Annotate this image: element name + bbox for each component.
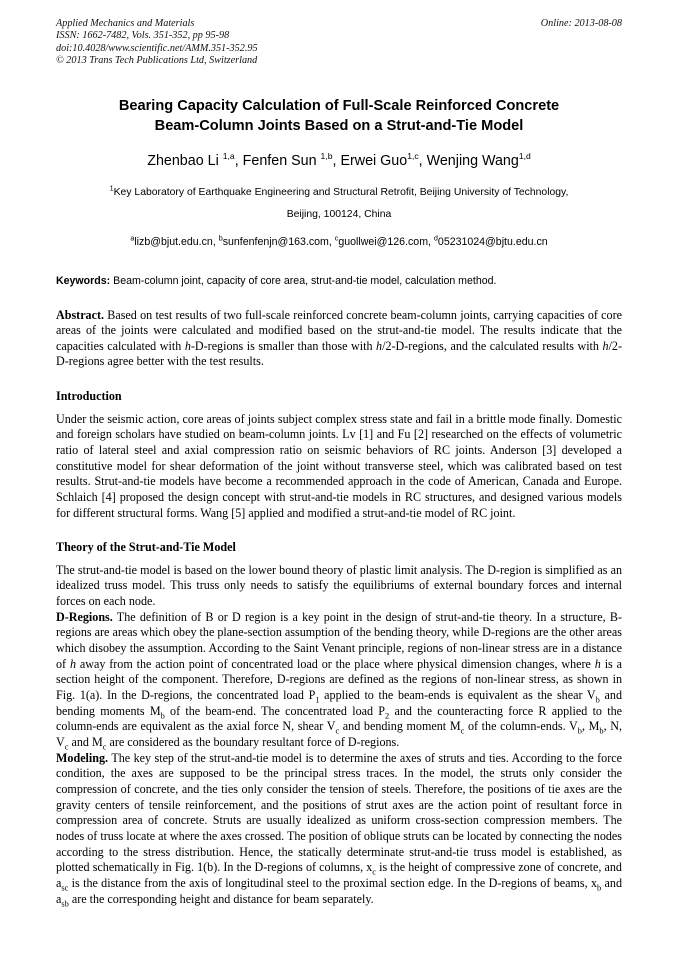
- d-regions-t10: , M: [581, 719, 600, 734]
- email-marker: c: [334, 233, 339, 243]
- email-marker: b: [218, 233, 223, 243]
- author-separator: ,: [234, 152, 243, 169]
- email-marker: d: [433, 233, 438, 243]
- keywords-value: Beam-column joint, capacity of core area, strut-and-tie model, calculation method.: [113, 274, 497, 287]
- d-regions-sub-9: c: [64, 742, 69, 752]
- d-regions-sub-6: c: [460, 726, 465, 736]
- modeling-label: Modeling.: [56, 750, 109, 765]
- heading-introduction: Introduction: [56, 389, 122, 403]
- email-separator: ,: [212, 235, 219, 248]
- modeling-sub-3: b: [597, 883, 602, 893]
- abstract-part-1: Based on test results of two full-scale reinforced concrete beam-column joints, carrying capacities of core areas of the joints were calculated and modified based on the strut-and-tie model. The results indicate that the capacities calculated with: [56, 307, 622, 353]
- author-affiliation-marker: 1,c: [407, 150, 419, 161]
- author-name: Erwei Guo: [340, 152, 408, 169]
- author-affiliation-marker: 1,b: [320, 150, 333, 161]
- page-title: [56, 96, 622, 136]
- affiliation-text: Key Laboratory of Earthquake Engineering and Structural Retrofit, Beijing University of Technology,: [113, 186, 569, 198]
- d-regions-t5: and bending moments M: [56, 688, 622, 718]
- d-regions-t1: The definition of B or D region is a key point in the design of strut-and-tie theory. In a structure, B-regions are areas which obey the plane-section assumption of the bending theory, while D-regions are the other areas which disobey the assumption. According to the Saint Venant principle, regions of non-linear stress are in a distance of: [56, 609, 622, 671]
- paragraph-modeling: [56, 751, 622, 908]
- modeling-t3: is the distance from the axis of longitudinal steel to the proximal section edge. In the D-regions of beams, x: [68, 875, 598, 890]
- journal-header: [56, 18, 622, 68]
- affiliation-line-2: Beijing, 100124, China: [286, 208, 392, 220]
- modeling-t5: are the corresponding height and distance for beam separately.: [68, 891, 374, 906]
- abstract-var-h-2: h: [376, 338, 383, 353]
- modeling-t4: and a: [56, 875, 622, 906]
- d-regions-t13: are considered as the boundary resultant force of D-regions.: [106, 735, 400, 749]
- d-regions-sub-4: 2: [385, 711, 390, 721]
- email-address: guollwei@126.com: [338, 235, 429, 248]
- abstract-part-3: /2-D-regions, and the calculated results with: [382, 338, 603, 353]
- keywords-label: Keywords:: [56, 274, 111, 287]
- abstract: [56, 308, 622, 370]
- d-regions-t3: is a section height of the component. Therefore, D-regions are defined as the regions of non-linear stress, as shown in Fig. 1(a). In the D-regions, the concentrated load P: [56, 656, 623, 703]
- d-regions-sub-1: 1: [315, 695, 320, 705]
- online-date: Online: 2013-08-08: [540, 18, 622, 29]
- abstract-var-h-3: h: [602, 338, 609, 353]
- keywords-line: [56, 274, 622, 288]
- modeling-sub-2: sc: [61, 883, 69, 893]
- page-content: [56, 18, 622, 907]
- author-emails: [56, 232, 622, 252]
- email-address: lizb@bjut.edu.cn: [134, 235, 213, 248]
- abstract-part-2: -D-regions is smaller than those with: [190, 338, 377, 353]
- author-name: Wenjing Wang: [426, 152, 519, 169]
- modeling-sub-1: c: [372, 867, 377, 877]
- modeling-t1: The key step of the strut-and-tie model is to determine the axes of struts and ties. According to the force condition, the axes are supposed to be the principal stress traces. In the model, the struts only consider the compression of concrete, and the ties only consider the tension of steels. Therefore, the positions of tie axes are the gravity centers of tensile reinforcement, and the positions of strut axes are the action point of resultant force in compression area of concrete. Struts are usually idealized as uniform cross-section compression members. The nodes of truss locate at where the axes crossed. The position of oblique struts can be located by connecting the nodes according to the stress distribution. Hence, the statically determinate strut-and-tie truss model is established, as plotted schematically in Fig. 1(b). In the D-regions of columns, x: [56, 750, 622, 875]
- author-list: [56, 152, 622, 170]
- abstract-label: Abstract.: [56, 307, 105, 322]
- author-affiliation-marker: 1,d: [518, 150, 531, 161]
- abstract-var-h-1: h: [184, 338, 191, 353]
- heading-theory: Theory of the Strut-and-Tie Model: [56, 540, 236, 555]
- title-line-1: Bearing Capacity Calculation of Full-Scale Reinforced Concrete: [118, 97, 560, 114]
- modeling-sub-4: sb: [61, 898, 69, 908]
- title-line-2: Beam-Column Joints Based on a Strut-and-Tie Model: [154, 117, 524, 134]
- d-regions-t4: applied to the beam-ends is equivalent as the shear V: [319, 688, 596, 703]
- affiliation-marker: 1: [109, 183, 114, 193]
- d-regions-var-h-1: h: [69, 656, 76, 671]
- email-address: sunfenfenjn@163.com: [222, 235, 329, 248]
- affiliation-line-1: [56, 182, 622, 204]
- d-regions-t6: of the beam-end. The concentrated load P: [164, 703, 386, 718]
- email-separator: ,: [328, 235, 335, 248]
- journal-name: Applied Mechanics and Materials: [56, 18, 195, 29]
- paragraph-introduction: Under the seismic action, core areas of joints subject complex stress state and fail in a brittle mode finally. Domestic and foreign scholars have studied on beam-column joints. Lv [1] and Fu [2] researched on the effects of volumetric ratio of lateral steel and axial compression ratio on seismic behaviors of RC joints. Anderson [3] developed a constitutive model for shear deformation of the joint without transverse steel, which was calibrated based on test results. Strut-and-tie models have become a recommended approach in the code of American, Canada and Europe. Schlaich [4] proposed the design concept with strut-and-tie models in RC structures, and designed various models for different structural forms. Wang [5] applied and modified a strut-and-tie model of RC joint.: [56, 411, 622, 520]
- modeling-t2: is the height of compressive zone of concrete, and a: [56, 860, 622, 890]
- author-separator: ,: [418, 152, 427, 169]
- author-separator: ,: [332, 152, 341, 169]
- paragraph-theory: The strut-and-tie model is based on the lower bound theory of plastic limit analysis. The D-region is simplified as an idealized truss model. This truss only needs to satisfy the equilibriums of external boundary forces and internal forces on each node.: [56, 562, 622, 609]
- affiliation: [56, 182, 622, 226]
- d-regions-t7: and the counteracting force R applied to the column-ends are equivalent as the axial force N, shear V: [56, 703, 623, 734]
- email-separator: ,: [428, 235, 434, 248]
- d-regions-t11: , N, V: [56, 719, 623, 749]
- email-marker: a: [130, 233, 135, 243]
- author-name: Zhenbao Li: [147, 152, 223, 169]
- email-address: 05231024@bjtu.edu.cn: [437, 235, 548, 248]
- copyright-line: © 2013 Trans Tech Publications Ltd, Switzerland: [56, 55, 258, 67]
- paragraph-d-regions: [56, 610, 622, 751]
- author-affiliation-marker: 1,a: [222, 150, 235, 161]
- d-regions-t8: and bending moment M: [339, 719, 461, 734]
- d-regions-sub-5: c: [335, 726, 340, 736]
- d-regions-var-h-2: h: [594, 656, 601, 671]
- issn-line: ISSN: 1662-7482, Vols. 351-352, pp 95-98: [56, 30, 230, 42]
- d-regions-label: D-Regions.: [56, 609, 113, 624]
- d-regions-t2: away from the action point of concentrated load or the place where physical dimension changes, where: [76, 656, 595, 671]
- d-regions-t12: and M: [68, 735, 103, 749]
- d-regions-sub-8: b: [599, 726, 604, 736]
- d-regions-t9: of the column-ends. V: [464, 719, 578, 734]
- d-regions-sub-2: b: [595, 695, 600, 705]
- d-regions-sub-10: c: [102, 742, 107, 752]
- d-regions-sub-7: b: [577, 726, 582, 736]
- abstract-part-4: /2-D-regions agree better with the test results.: [56, 338, 622, 369]
- d-regions-sub-3: b: [160, 711, 165, 721]
- doi-line: doi:10.4028/www.scientific.net/AMM.351-352.95: [56, 42, 258, 54]
- author-name: Fenfen Sun: [242, 152, 321, 169]
